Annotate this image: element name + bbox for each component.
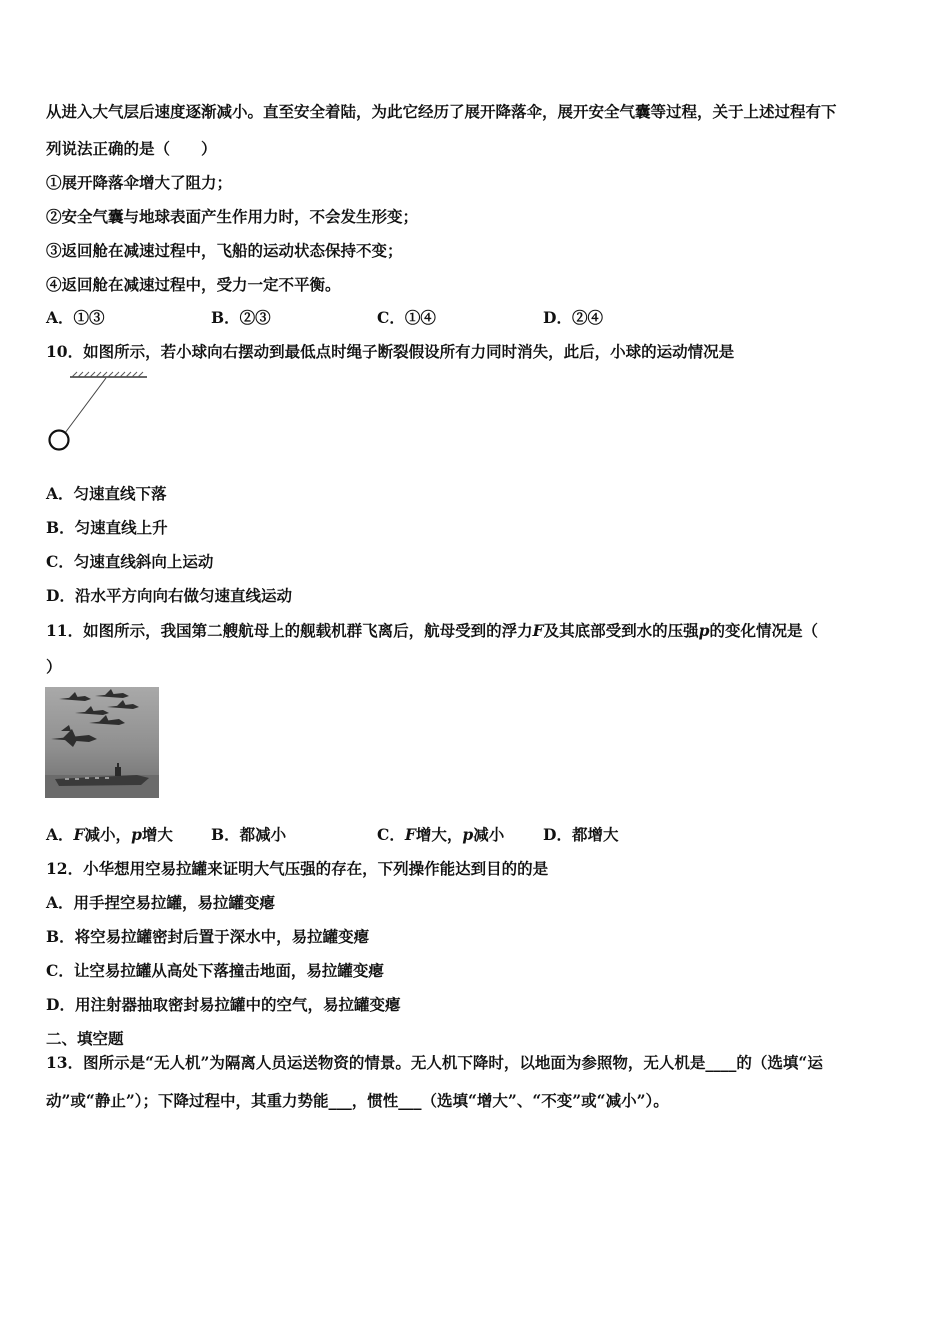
q11-var-f: F <box>532 621 544 640</box>
pendulum-figure <box>44 370 154 458</box>
q11-option-b: B．都减小 <box>211 825 287 844</box>
q11-option-c-end: 减小 <box>473 825 505 844</box>
q9-option-b: B．②③ <box>211 308 271 327</box>
q12-option-c: C．让空易拉罐从高处下落撞击地面，易拉罐变瘪 <box>46 961 384 980</box>
q11-option-c-prefix: C． <box>377 825 405 844</box>
q11-option-d: D．都增大 <box>543 825 619 844</box>
q10-option-d: D．沿水平方向向右做匀速直线运动 <box>46 586 292 605</box>
q10-option-a: A．匀速直线下落 <box>46 484 167 503</box>
q11-option-c-mid: 增大， <box>415 825 463 844</box>
q9-statement-3: ③返回舱在减速过程中，飞船的运动状态保持不变； <box>46 241 403 260</box>
q11-stem-line1 <box>46 621 818 641</box>
aircraft-carrier-photo <box>45 687 159 798</box>
q9-stem-line1: 从进入大气层后速度逐渐减小。直至安全着陆，为此它经历了展开降落伞，展开安全气囊等过程，关于上述过程有下 <box>46 102 837 121</box>
q9-option-a: A．①③ <box>46 308 105 327</box>
q9-statement-4: ④返回舱在减速过程中，受力一定不平衡。 <box>46 275 341 294</box>
q11-option-a-var-f: F <box>73 825 85 844</box>
q10-option-b: B．匀速直线上升 <box>46 518 168 537</box>
q11-stem-line2: ） <box>46 657 62 676</box>
q13-line2: 动”或“静止”）；下降过程中，其重力势能___，惯性___（选填“增大”、“不变”或“减小”）。 <box>46 1091 669 1110</box>
q11-option-a <box>46 825 173 845</box>
q11-stem-part3: 的变化情况是（ <box>709 621 818 640</box>
q9-option-d: D．②④ <box>543 308 603 327</box>
q12-option-d: D．用注射器抽取密封易拉罐中的空气，易拉罐变瘪 <box>46 995 401 1014</box>
q11-option-c <box>377 825 504 845</box>
q9-option-c: C．①④ <box>377 308 436 327</box>
q11-option-c-var-f: F <box>404 825 416 844</box>
q11-option-a-end: 增大 <box>141 825 173 844</box>
q9-statement-2: ②安全气囊与地球表面产生作用力时，不会发生形变； <box>46 207 419 226</box>
section-title: 二、填空题 <box>46 1029 124 1048</box>
q11-stem-part2: 及其底部受到水的压强 <box>543 621 699 640</box>
q12-option-a: A．用手捏空易拉罐，易拉罐变瘪 <box>46 893 276 912</box>
q11-stem-part1: 11．如图所示，我国第二艘航母上的舰载机群飞离后，航母受到的浮力 <box>46 621 533 640</box>
q12-option-b: B．将空易拉罐密封后置于深水中，易拉罐变瘪 <box>46 927 370 946</box>
q12-stem: 12．小华想用空易拉罐来证明大气压强的存在，下列操作能达到目的的是 <box>46 859 549 878</box>
q13-line1: 13．图所示是“无人机”为隔离人员运送物资的情景。无人机下降时，以地面为参照物，无人机是____的（选填“运 <box>46 1053 823 1072</box>
q9-statement-1: ①展开降落伞增大了阻力； <box>46 173 233 192</box>
q10-option-c: C．匀速直线斜向上运动 <box>46 552 214 571</box>
q11-option-c-var-p: p <box>462 825 474 844</box>
q11-option-a-prefix: A． <box>46 825 74 844</box>
q11-option-a-mid: 减小， <box>84 825 132 844</box>
q9-stem-line2: 列说法正确的是（ ） <box>46 139 217 158</box>
q11-var-p: p <box>698 621 710 640</box>
q10-stem: 10．如图所示，若小球向右摆动到最低点时绳子断裂假设所有力同时消失，此后，小球的运动情况是 <box>46 342 735 361</box>
q11-option-a-var-p: p <box>131 825 142 844</box>
